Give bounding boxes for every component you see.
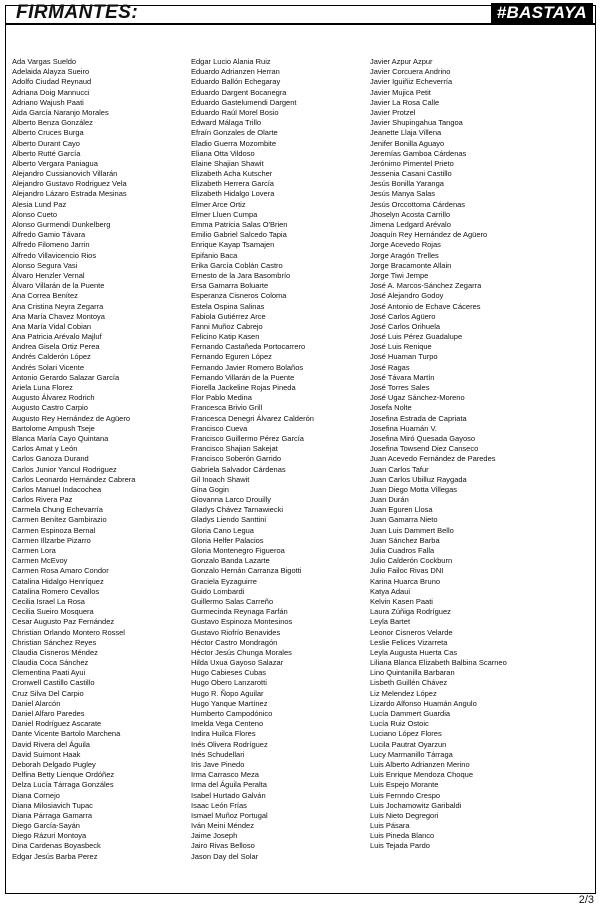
signatory-name: Augusto Rey Hernández de Agüero [12,413,130,423]
signatory-name: Francesca Brivio Grill [191,403,263,413]
signatory-name: Joaquín Rey Hernández de Agüero [370,230,488,240]
signatory-name: Carlos Leonardo Hernández Cabrera [12,474,136,484]
signatory-name: Irma del Águila Peralta [191,780,267,790]
signatory-name: Deborah Delgado Pugley [12,759,96,769]
signatory-name: Francisco Cueva [191,423,248,433]
signatory-name: Alejandro Gustavo Rodriguez Vela [12,179,127,189]
signatory-name: Diego Rázuri Montoya [12,831,87,841]
signatory-name: Carmela Chung Echevarría [12,505,103,515]
signatory-name: Alfredo Filomeno Jarrin [12,240,90,250]
signatory-name: Cecilia Sueiro Mosquera [12,607,94,617]
signatory-name: Lucy Marmanillo Tárraga [370,749,453,759]
signatory-name: Guillermo Salas Carreño [191,596,274,606]
signatory-name: Indira Huilca Flores [191,729,256,739]
signatory-name: Ana Cristina Neyra Zegarra [12,301,104,311]
signatory-name: Jesús Manya Salas [370,189,436,199]
signatory-name: Cronwell Castillo Castillo [12,678,95,688]
signatory-name: Gonzalo Banda Lazarte [191,556,270,566]
signatory-name: Josefina Miró Quesada Gayoso [370,433,476,443]
signatory-name: Ana Correa Benítez [12,291,78,301]
signatory-name: Francesca Denegri Álvarez Calderón [191,413,314,423]
signatory-name: Josefina Huamán V. [370,423,437,433]
signatory-name: Gloria Cano Legua [191,525,254,535]
signatory-name: Estela Ospina Salinas [191,301,265,311]
signatory-name: Inés Schudellari [191,749,245,759]
signatory-name: Diana Milosiavich Tupac [12,800,93,810]
signatory-name: Irma Carrasco Meza [191,770,259,780]
signatory-name: Carlos Amat y León [12,444,78,454]
signatory-name: Edgar Jesús Barba Perez [12,851,98,861]
signatory-name: Jesús Bonilla Yaranga [370,179,444,189]
signatory-name: Alesia Lund Paz [12,199,67,209]
signatory-name: Luis Fernndo Crespo [370,790,441,800]
signatory-name: Gloria Montenegro Figueroa [191,546,285,555]
signatory-name: Augusto Castro Carpio [12,403,88,413]
signatory-name: Diana Párraga Gamarra [12,810,93,820]
signatory-name: Elizabeth Hidalgo Lovera [191,189,275,199]
signatory-name: Diana Cornejo [12,790,60,800]
signatory-name: Carmen Lora [12,546,56,555]
signatory-name: Antonio Gerardo Salazar García [12,372,120,382]
signatory-name: Edgar Lucio Alania Ruiz [191,57,271,66]
hashtag-badge: #BASTAYA [491,3,593,23]
signatory-name: Juan Gamarra Nieto [370,515,438,525]
signatory-name: Esperanza Cisneros Coloma [191,291,287,301]
signatory-name: Iván Meini Méndez [191,821,254,831]
signatory-name: Gustavo Riofrío Benavides [191,627,281,637]
signatory-name: Adriano Wajush Paati [12,97,84,107]
signatory-name: Jeremías Gamboa Cárdenas [370,148,467,158]
signatory-name: Alberto Durant Cayo [12,138,80,148]
signatory-name: Juan Eguren Llosa [370,505,433,515]
signatory-name: Hugo Yanque Martínez [191,698,268,708]
signatory-name: Daniel Rodríguez Ascarate [12,719,102,729]
signatory-name: José Alejandro Godoy [370,291,444,301]
signatory-name: Gloria Helfer Palacios [191,535,264,545]
signatory-name: Juan Durán [370,495,409,505]
signatory-name: Alonso Segura Vasi [12,260,78,270]
signatory-name: Carmen Rosa Amaro Condor [12,566,109,576]
signatory-name: Fernando Villarán de la Puente [191,372,295,382]
signatory-name: Ersa Gamarra Boluarte [191,281,269,291]
signatory-name: Javier Protzel [370,107,416,117]
signatory-name: Jeanette Llaja Villena [370,128,442,138]
signatory-name: Carmen Benítez Gambirazio [12,515,107,525]
signatory-name: Alonso Cueto [12,209,58,219]
signatory-name: José Antonio de Echave Cáceres [370,301,481,311]
signatory-name: Christian Orlando Montero Rossel [12,627,125,637]
signatory-name: Alfredo Villavicencio Rios [12,250,97,260]
signatory-name: Javier Iguiñiz Echeverría [370,77,453,87]
signatory-name: José Ragas [370,362,410,372]
signatory-name: Javier Azpur Azpur [370,57,433,66]
signatory-name: José Luis Pérez Guadalupe [370,332,463,342]
signatory-name: Luis Tejada Pardo [370,841,430,851]
signatory-name: Gladys Liendo Santtini [191,515,267,525]
signatory-name: Daniel Alarcón [12,698,61,708]
signatory-name: Laura Zúñiga Rodríguez [370,607,451,617]
signatory-name: Cecilia Israel La Rosa [12,596,85,606]
signatory-name: Eduardo Raúl Morel Bosio [191,107,279,117]
signatory-name: Luis Enrique Mendoza Choque [370,770,473,780]
signatory-name: Flor Pablo Medina [191,393,252,403]
signatory-name: Alberto Cruces Burga [12,128,84,138]
signatory-name: Elizabeth Acha Kutscher [191,169,273,179]
signatory-name: Eduardo Adrianzen Herran [191,67,280,77]
signatory-name: Aida García Naranjo Morales [12,107,109,117]
signatory-name: Emilio Gabriel Salcedo Tapia [191,230,287,240]
signatory-name: Julio Failoc Rivas DNI [370,566,444,576]
signatory-name: Lucía Dammert Guardia [370,709,451,718]
signatory-name: Luis Alberto Adrianzen Merino [370,759,470,769]
signatory-name: David Suimont Haak [12,749,81,759]
header-bar [6,0,595,25]
signatory-name: Javier Corcuera Andrino [370,67,451,77]
signatory-name: Dante Vicente Bartolo Marchena [12,729,121,739]
signatory-name: Carlos Junior Yancul Rodriguez [12,464,117,474]
signatory-name: Francisco Soberón Garrido [191,454,282,464]
signatory-name: Lino Quintanilla Barbaran [370,668,455,678]
signatory-name: Jerónimo Pimentel Prieto [370,158,454,168]
signatory-name: Giovanna Larco Drouilly [191,495,272,505]
signatory-name: Blanca María Cayo Quintana [12,433,109,443]
signatory-name: Liliana Blanca Elizabeth Balbina Scarneo [370,658,507,668]
page-title: FIRMANTES: [16,2,139,23]
signatory-name: Ernesto de la Jara Basombrío [191,270,291,280]
signatory-name: Eduardo Gastelumendi Dargent [191,97,297,107]
signatory-name: Adriana Doig Mannucci [12,87,90,97]
signatory-name: Andrea Gisela Ortiz Perea [12,342,100,352]
signatory-name: Claudia Coca Sánchez [12,658,89,668]
signatory-name: Hilda Uxua Gayoso Salazar [191,658,284,668]
signatory-name: Humberto Campodónico [191,709,273,718]
signatory-name: Eduardo Dargent Bocanegra [191,87,287,97]
signatory-name: Luis Pineda Blanco [370,831,435,841]
signatory-name: Eladio Guerra Mozombite [191,138,277,148]
signatory-name: Fabiola Gutiérrez Arce [191,311,266,321]
signatory-name: Erika García Coblán Castro [191,260,283,270]
signatory-name: Eliana Otta Vildoso [191,148,255,158]
signatory-name: Elaine Shajian Shawit [191,158,264,168]
signatory-name: Catalina Romero Cevallos [12,586,100,596]
signatory-name: Héctor Jesús Chunga Morales [191,647,292,657]
signatory-name: Isabel Hurtado Galván [191,790,266,800]
signatory-name: Andrés Calderón López [12,352,91,362]
signatory-name: Josefina Estrada de Capriata [370,413,467,423]
signatory-name: Felicino Katip Kasen [191,332,260,342]
signatory-name: Karina Huarca Bruno [370,576,441,586]
signatory-name: Álvaro Henzler Vernal [12,270,85,280]
signatory-name: Josefina Towsend Diez Canseco [370,444,479,454]
signatory-name: Gustavo Espinoza Montesinos [191,617,293,627]
signatory-name: Josefa Nolte [370,403,412,413]
signatory-name: Hugo R. Ñopo Aguilar [191,688,264,698]
signatory-name: Javier Mujica Petit [370,87,431,97]
signatory-name: Alberto Vergara Paniagua [12,158,98,168]
signatory-name: Jairo Rivas Belloso [191,841,255,851]
signatory-name: Alberto Benza González [12,118,93,128]
signatory-name: Epifanio Baca [191,250,238,260]
signatory-name: Adolfo Ciudad Reynaud [12,77,92,87]
signatory-name: Cruz Silva Del Carpio [12,688,84,698]
signatory-name: Carmen Espinoza Bernal [12,525,96,535]
signatory-name: Elmer Arce Ortiz [191,199,246,209]
signatory-name: Hugo Obero Lanzarotti [191,678,267,688]
signatory-name: Jesús Orccottoma Cárdenas [370,199,466,209]
signatory-name: Leyla Augusta Huerta Cas [370,647,458,657]
signatory-name: Ana María Vidal Cobian [12,321,92,331]
signatory-name: Carlos Manuel Indacochea [12,484,102,494]
signatory-name: Graciela Eyzaguirre [191,576,257,586]
signatory-name: Alfredo Gamio Távara [12,230,86,240]
signatory-name: Inés Olivera Rodríguez [191,739,268,749]
signatory-name: Jaime Joseph [191,831,238,841]
signatory-name: Luis Nieto Degregori [370,810,439,820]
signatory-name: Claudia Cisneros Méndez [12,647,98,657]
signatory-name: Fernando Castañeda Portocarrero [191,342,306,352]
signatory-name: Cesar Augusto Paz Fernández [12,617,115,627]
signatory-name: Catalina Hidalgo Henríquez [12,576,104,586]
signatory-name: Francisco Guillermo Pérez García [191,433,304,443]
signatory-name: Eduardo Ballón Echegaray [191,77,281,87]
signatory-name: Elizabeth Herrera García [191,179,274,189]
signatory-name: David Rivera del Águila [12,739,90,749]
signatory-name: Juan Sánchez Barba [370,535,440,545]
signatory-name: José A. Marcos-Sánchez Zegarra [370,281,482,291]
signatory-name: Juan Carlos Ubilluz Raygada [370,474,467,484]
signatory-name: Jorge Tiwi Jempe [370,270,429,280]
signatory-name: Augusto Álvarez Rodrich [12,393,95,403]
signatory-name: Ada Vargas Sueldo [12,57,77,66]
signatory-name: Leyla Bartet [370,617,411,627]
signatories-column-1 [12,57,192,862]
signatory-name: Katya Adaui [370,586,411,596]
signatory-name: Carmen McEvoy [12,556,68,566]
signatory-name: Daniel Alfaro Paredes [12,709,85,718]
signatory-name: Héctor Castro Mondragón [191,637,278,647]
signatory-name: Alberto Rutté García [12,148,81,158]
signatory-name: Clementina Paati Ayui [12,668,86,678]
signatory-name: Imelda Vega Centeno [191,719,264,729]
signatory-name: Diego García-Sayán [12,821,80,831]
signatory-name: Juan Carlos Tafur [370,464,429,474]
signatory-name: Carlos Rivera Paz [12,495,73,505]
signatory-name: Luciano López Flores [370,729,442,739]
signatory-name: Luis Pásara [370,821,410,831]
signatory-name: Emma Patricia Salas O'Brien [191,220,288,229]
signatory-name: Andrés Solari Vicente [12,362,84,372]
signatory-name: Gladys Chávez Tarnawiecki [191,505,283,515]
signatory-name: Francisco Shajian Sakejat [191,444,278,454]
signatory-name: Leslie Felices Vizarreta [370,637,448,647]
signatory-name: Delza Lucía Tárraga Gonzáles [12,780,114,790]
signatory-name: Jenifer Bonilla Aguayo [370,138,445,148]
signatory-name: Dina Cardenas Boyasbeck [12,841,101,851]
signatory-name: Fernando Eguren López [191,352,272,362]
signatory-name: Javier La Rosa Calle [370,97,440,107]
signatory-name: Juan Luis Dammert Bello [370,525,454,535]
signatory-name: Gabriela Salvador Cárdenas [191,464,286,474]
signatory-name: Jessenia Casani Castillo [370,169,452,179]
signatory-name: Carlos Ganoza Durand [12,454,89,464]
signatory-name: Jorge Bracamonte Allain [370,260,452,270]
signatory-name: Bartolome Ampush Tseje [12,423,95,433]
signatory-name: Jason Day del Solar [191,851,259,861]
signatory-name: Juan Acevedo Fernández de Paredes [370,454,496,464]
signatory-name: Ariela Luna Florez [12,383,73,392]
signatory-name: José Huaman Turpo [370,352,438,362]
signatory-name: Elmer Lluen Cumpa [191,209,258,219]
signatory-name: Efraín Gonzales de Olarte [191,128,278,138]
signatory-name: José Carlos Agüero [370,311,436,321]
signatories-column-2 [191,57,371,862]
signatory-name: José Torres Sales [370,383,430,392]
signatory-name: Lucía Ruiz Ostoic [370,719,429,729]
signatory-name: Enrique Kayap Tsamajen [191,240,275,250]
signatory-name: Lucila Pautrat Oyarzun [370,739,447,749]
signatory-name: Julia Cuadros Falla [370,546,435,555]
signatory-name: Kelvin Kasen Paati [370,596,433,606]
signatory-name: Fernando Javier Romero Bolaños [191,362,304,372]
signatory-name: Gil Inoach Shawit [191,474,250,484]
signatory-name: Jorge Aragón Trelles [370,250,439,260]
signatory-name: Jhoselyn Acosta Carrillo [370,209,451,219]
signatory-name: Delfina Betty Lienque Ordóñez [12,770,115,780]
signatory-name: Ana Patricia Arévalo Majluf [12,332,102,342]
signatory-name: Alejandro Lázaro Estrada Mesinas [12,189,127,199]
signatory-name: Carmen Illzarbe Pizarro [12,535,91,545]
signatory-name: Adelaida Alayza Sueiro [12,67,90,77]
signatory-name: Leonor Cisneros Velarde [370,627,453,637]
signatory-name: Lisbeth Guillén Chávez [370,678,448,688]
signatory-name: Lizardo Alfonso Huamán Angulo [370,698,477,708]
signatory-name: Guido Lombardi [191,586,245,596]
signatory-name: Alejandro Cussianovich Villarán [12,169,118,179]
signatory-name: Fanni Muñoz Cabrejo [191,321,263,331]
signatory-name: Jimena Ledgard Arévalo [370,220,451,229]
signatory-name: Julio Calderón Cockburn [370,556,453,566]
signatory-name: Álvaro Villarán de la Puente [12,281,105,291]
signatory-name: Javier Shupingahua Tangoa [370,118,463,128]
page-number: 2/3 [578,894,594,906]
signatory-name: Luis Jochamowitz Garibaldi [370,800,462,810]
signatory-name: Luis Espejo Morante [370,780,439,790]
signatory-name: Juan Diego Motta Villegas [370,484,457,494]
signatory-name: Gina Gogin [191,484,229,494]
signatory-name: Fiorella Jackeline Rojas Pineda [191,383,296,392]
signatory-name: José Luis Renique [370,342,432,352]
signatory-name: Liz Melendez López [370,688,437,698]
signatory-name: Alonso Gurmendi Dunkelberg [12,220,111,229]
signatory-name: Isaac León Frías [191,800,247,810]
signatory-name: Christian Sánchez Reyes [12,637,97,647]
signatory-name: Iris Jave Pinedo [191,759,245,769]
signatory-name: Gurmecinda Reynaga Farfán [191,607,288,617]
signatories-column-3 [370,57,550,852]
signatory-name: José Carlos Orihuela [370,321,441,331]
signatory-name: Hugo Cabieses Cubas [191,668,267,678]
signatory-name: Ismael Muñoz Portugal [191,810,268,820]
signatory-name: José Ugaz Sánchez-Moreno [370,393,465,403]
signatory-name: Gonzalo Hernán Carranza Bigotti [191,566,302,576]
signatory-name: José Távara Martín [370,372,435,382]
signatory-name: Jorge Acevedo Rojas [370,240,441,250]
signatory-name: Ana María Chavez Montoya [12,311,105,321]
signatory-name: Edward Málaga Trillo [191,118,262,128]
